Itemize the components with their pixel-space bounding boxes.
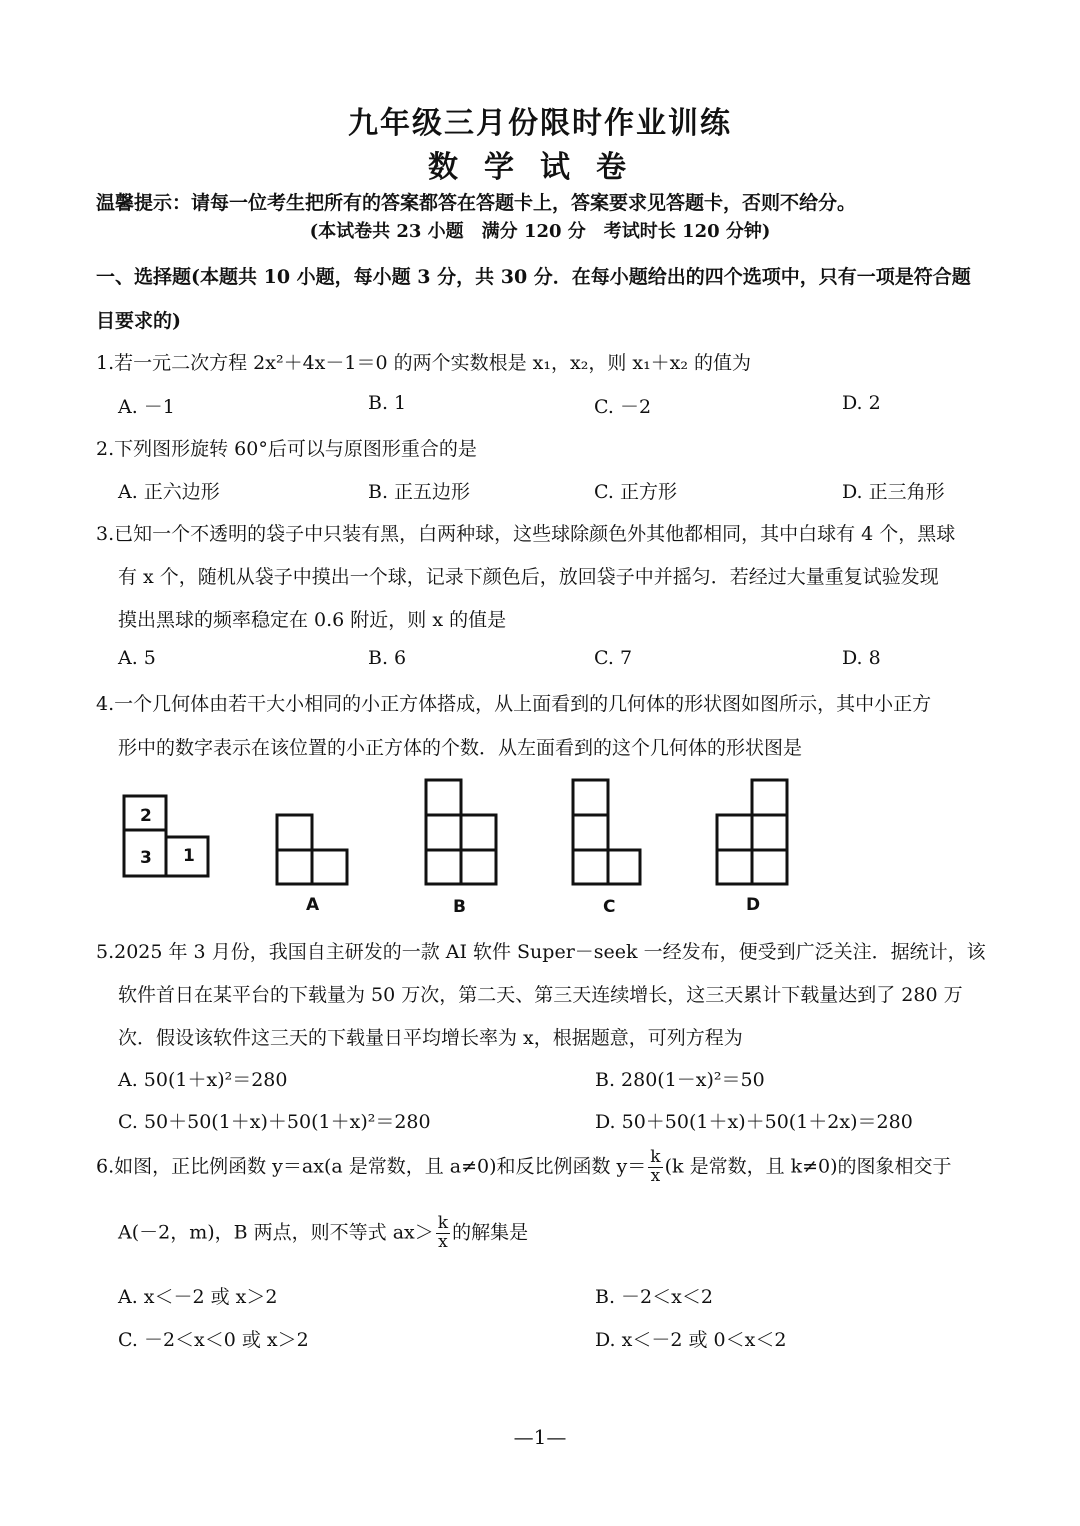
q4-option-d-figure bbox=[717, 780, 787, 884]
q4-option-b-figure bbox=[426, 780, 496, 884]
q3-option-c: C. 7 bbox=[594, 647, 633, 669]
q6-option-b: B. －2＜x＜2 bbox=[595, 1286, 713, 1308]
q6-fraction-2 bbox=[436, 1215, 450, 1252]
q6-line2-part2: 的解集是 bbox=[452, 1221, 529, 1244]
question-4-line2: 形中的数字表示在该位置的小正方体的个数．从左面看到的这个几何体的形状图是 bbox=[118, 737, 803, 759]
q3-option-b: B. 6 bbox=[368, 647, 407, 669]
q5-option-b: B. 280(1－x)²＝50 bbox=[595, 1069, 765, 1091]
question-3-line3: 摸出黑球的频率稳定在 0.6 附近，则 x 的值是 bbox=[118, 609, 507, 631]
q6-line1-part2: (k 是常数，且 k≠0)的图象相交于 bbox=[664, 1155, 952, 1178]
q6-fraction-1-denominator: x bbox=[650, 1165, 661, 1186]
q4-label-a: A bbox=[306, 895, 320, 915]
q2-option-b: B. 正五边形 bbox=[368, 481, 471, 503]
q6-line1-part1: 6.如图，正比例函数 y＝ax(a 是常数，且 a≠0)和反比例函数 y＝ bbox=[96, 1155, 647, 1178]
question-5-line1: 5.2025 年 3 月份，我国自主研发的一款 AI 软件 Super－seek 一经发布，便受到广泛关注．据统计，该 bbox=[96, 941, 986, 963]
exam-subtitle: 数学试卷 bbox=[428, 150, 652, 185]
q6-fraction-2-denominator: x bbox=[438, 1231, 448, 1252]
question-5-line3: 次．假设该软件这三天的下载量日平均增长率为 x，根据题意，可列方程为 bbox=[118, 1027, 743, 1049]
q6-option-d: D. x＜－2 或 0＜x＜2 bbox=[595, 1329, 787, 1351]
question-6-line2 bbox=[118, 1215, 528, 1252]
section-heading-line2: 目要求的) bbox=[96, 310, 181, 332]
top-view-number-2: 2 bbox=[140, 806, 152, 826]
q1-option-b: B. 1 bbox=[368, 392, 407, 414]
question-1-stem: 1.若一元二次方程 2x²＋4x－1＝0 的两个实数根是 x₁，x₂，则 x₁＋x₂ 的值为 bbox=[96, 352, 752, 374]
q5-option-a: A. 50(1＋x)²＝280 bbox=[118, 1069, 288, 1091]
exam-title: 九年级三月份限时作业训练 bbox=[348, 106, 732, 141]
q3-option-a: A. 5 bbox=[118, 647, 156, 669]
q2-option-d: D. 正三角形 bbox=[842, 481, 945, 503]
q1-option-a: A. －1 bbox=[118, 396, 175, 418]
q6-fraction-1-numerator: k bbox=[650, 1147, 661, 1167]
question-6-line1 bbox=[96, 1149, 952, 1186]
q6-option-c: C. －2＜x＜0 或 x＞2 bbox=[118, 1329, 309, 1351]
q1-option-c: C. －2 bbox=[594, 396, 652, 418]
exam-info: (本试卷共 23 小题 满分 120 分 考试时长 120 分钟) bbox=[309, 221, 771, 242]
q6-fraction-2-numerator: k bbox=[437, 1213, 449, 1233]
section-heading-line1: 一、选择题(本题共 10 小题，每小题 3 分，共 30 分．在每小题给出的四个选项中，只有一项是符合题 bbox=[96, 266, 971, 288]
q2-option-c: C. 正方形 bbox=[594, 481, 677, 503]
q2-option-a: A. 正六边形 bbox=[118, 481, 220, 503]
top-view-number-3: 3 bbox=[140, 848, 152, 868]
q5-option-d: D. 50＋50(1＋x)＋50(1＋2x)＝280 bbox=[595, 1111, 913, 1133]
question-4-line1: 4.一个几何体由若干大小相同的小正方体搭成，从上面看到的几何体的形状图如图所示，其中小正方 bbox=[96, 693, 932, 715]
question-3-line2: 有 x 个，随机从袋子中摸出一个球，记录下颜色后，放回袋子中并摇匀．若经过大量重复试验发现 bbox=[118, 566, 939, 588]
question-2-stem: 2.下列图形旋转 60°后可以与原图形重合的是 bbox=[96, 438, 477, 460]
q3-option-d: D. 8 bbox=[842, 647, 881, 669]
top-view-number-1: 1 bbox=[183, 846, 195, 866]
q4-option-c-figure bbox=[573, 780, 640, 884]
question-5-line2: 软件首日在某平台的下载量为 50 万次，第二天、第三天连续增长，这三天累计下载量达到了 280 万 bbox=[118, 984, 963, 1006]
page-number: —1— bbox=[513, 1425, 567, 1449]
question-3-line1: 3.已知一个不透明的袋子中只装有黑，白两种球，这些球除颜色外其他都相同，其中白球有 4 个，黑球 bbox=[96, 523, 956, 545]
q5-option-c: C. 50＋50(1＋x)＋50(1＋x)²＝280 bbox=[118, 1111, 431, 1133]
q4-option-a-figure bbox=[277, 815, 347, 884]
q4-label-d: D bbox=[746, 895, 761, 915]
q4-label-c: C bbox=[603, 897, 616, 917]
q6-option-a: A. x＜－2 或 x＞2 bbox=[118, 1286, 278, 1308]
q4-top-view bbox=[124, 796, 208, 876]
q6-line2-part1: A(－2，m)，B 两点，则不等式 ax＞ bbox=[118, 1221, 434, 1244]
q4-label-b: B bbox=[453, 897, 466, 917]
q6-fraction-1 bbox=[648, 1149, 662, 1186]
q1-option-d: D. 2 bbox=[842, 392, 881, 414]
tip-text: 温馨提示：请每一位考生把所有的答案都答在答题卡上，答案要求见答题卡，否则不给分。 bbox=[96, 192, 857, 214]
